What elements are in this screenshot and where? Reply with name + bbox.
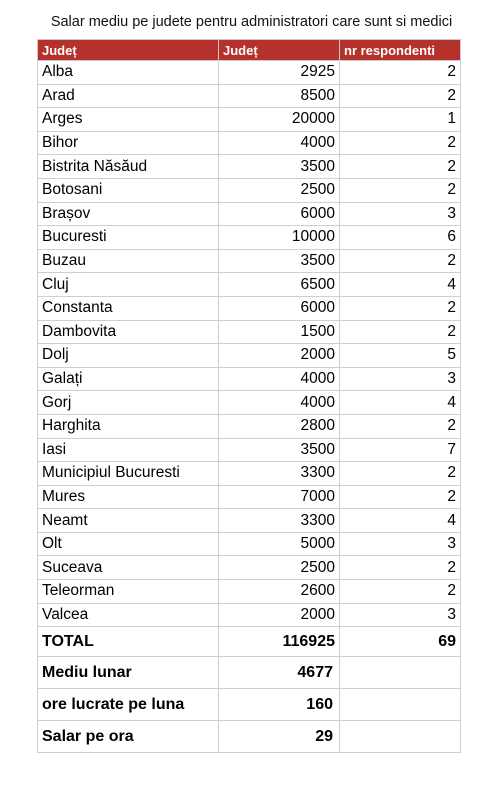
table-row (38, 391, 461, 415)
summary-label: Mediu lunar (38, 657, 219, 689)
respondents-cell: 3 (340, 367, 461, 391)
respondents-cell: 4 (340, 391, 461, 415)
header-county: Județ (38, 40, 219, 61)
table-row (38, 532, 461, 556)
respondents-cell: 2 (340, 556, 461, 580)
respondents-cell: 4 (340, 509, 461, 533)
salary-cell: 20000 (219, 108, 340, 132)
respondents-cell: 1 (340, 108, 461, 132)
summary-empty-cell (340, 721, 461, 753)
table-row (38, 485, 461, 509)
table-title: Salar mediu pe judete pentru administratori care sunt si medici (50, 14, 453, 30)
respondents-cell: 2 (340, 155, 461, 179)
respondents-cell: 2 (340, 61, 461, 85)
salary-cell: 6000 (219, 296, 340, 320)
salary-cell: 3300 (219, 462, 340, 486)
respondents-cell: 3 (340, 202, 461, 226)
salary-cell: 3500 (219, 438, 340, 462)
county-cell: Olt (38, 532, 219, 556)
summary-value: 29 (219, 721, 340, 753)
respondents-cell: 3 (340, 532, 461, 556)
county-cell: Suceava (38, 556, 219, 580)
table-row (38, 84, 461, 108)
respondents-cell: 6 (340, 226, 461, 250)
table-row (38, 509, 461, 533)
respondents-cell: 7 (340, 438, 461, 462)
table-row (38, 462, 461, 486)
summary-value: 4677 (219, 657, 340, 689)
table-row (38, 249, 461, 273)
respondents-cell: 2 (340, 84, 461, 108)
county-cell: Constanta (38, 296, 219, 320)
respondents-cell: 2 (340, 131, 461, 155)
county-cell: Gorj (38, 391, 219, 415)
summary-row (38, 721, 461, 753)
table-row (38, 367, 461, 391)
county-cell: Bucuresti (38, 226, 219, 250)
county-cell: Botosani (38, 178, 219, 202)
county-cell: Mures (38, 485, 219, 509)
summary-value: 160 (219, 689, 340, 721)
salary-cell: 3500 (219, 155, 340, 179)
table-body (38, 61, 461, 627)
salary-cell: 6000 (219, 202, 340, 226)
salary-cell: 2500 (219, 556, 340, 580)
total-sum: 116925 (219, 627, 340, 657)
county-cell: Brașov (38, 202, 219, 226)
header-respondents: nr respondenti (340, 40, 461, 61)
salary-cell: 4000 (219, 391, 340, 415)
salary-cell: 7000 (219, 485, 340, 509)
table-row (38, 320, 461, 344)
salary-cell: 2000 (219, 344, 340, 368)
respondents-cell: 2 (340, 462, 461, 486)
salary-cell: 2500 (219, 178, 340, 202)
table-row (38, 344, 461, 368)
county-cell: Cluj (38, 273, 219, 297)
county-cell: Iasi (38, 438, 219, 462)
respondents-cell: 2 (340, 414, 461, 438)
table-row (38, 226, 461, 250)
salary-cell: 3500 (219, 249, 340, 273)
salary-cell: 6500 (219, 273, 340, 297)
respondents-cell: 3 (340, 603, 461, 627)
salary-cell: 2925 (219, 61, 340, 85)
county-cell: Harghita (38, 414, 219, 438)
county-cell: Bistrita Năsăud (38, 155, 219, 179)
salary-table (37, 39, 461, 753)
county-cell: Dambovita (38, 320, 219, 344)
respondents-cell: 2 (340, 580, 461, 604)
respondents-cell: 2 (340, 485, 461, 509)
salary-cell: 1500 (219, 320, 340, 344)
county-cell: Neamt (38, 509, 219, 533)
total-label: TOTAL (38, 627, 219, 657)
county-cell: Arges (38, 108, 219, 132)
salary-cell: 5000 (219, 532, 340, 556)
summary-empty-cell (340, 689, 461, 721)
salary-cell: 4000 (219, 131, 340, 155)
salary-cell: 2000 (219, 603, 340, 627)
table-row (38, 603, 461, 627)
summary-row (38, 657, 461, 689)
table-row (38, 273, 461, 297)
county-cell: Galați (38, 367, 219, 391)
county-cell: Municipiul Bucuresti (38, 462, 219, 486)
table-row (38, 155, 461, 179)
table-row (38, 438, 461, 462)
table-row (38, 414, 461, 438)
county-cell: Valcea (38, 603, 219, 627)
county-cell: Buzau (38, 249, 219, 273)
salary-cell: 3300 (219, 509, 340, 533)
table-row (38, 296, 461, 320)
total-respondents: 69 (340, 627, 461, 657)
county-cell: Dolj (38, 344, 219, 368)
respondents-cell: 2 (340, 320, 461, 344)
county-cell: Teleorman (38, 580, 219, 604)
salary-cell: 4000 (219, 367, 340, 391)
summary-empty-cell (340, 657, 461, 689)
table-row (38, 131, 461, 155)
table-row (38, 61, 461, 85)
table-row (38, 580, 461, 604)
respondents-cell: 5 (340, 344, 461, 368)
respondents-cell: 2 (340, 249, 461, 273)
respondents-cell: 2 (340, 296, 461, 320)
respondents-cell: 4 (340, 273, 461, 297)
table-row (38, 178, 461, 202)
table-row (38, 202, 461, 226)
summary-label: ore lucrate pe luna (38, 689, 219, 721)
total-row (38, 627, 461, 657)
county-cell: Alba (38, 61, 219, 85)
table-row (38, 556, 461, 580)
summary-row (38, 689, 461, 721)
salary-cell: 2800 (219, 414, 340, 438)
county-cell: Arad (38, 84, 219, 108)
summary-label: Salar pe ora (38, 721, 219, 753)
respondents-cell: 2 (340, 178, 461, 202)
table-row (38, 108, 461, 132)
salary-cell: 8500 (219, 84, 340, 108)
salary-cell: 2600 (219, 580, 340, 604)
salary-cell: 10000 (219, 226, 340, 250)
header-row (38, 40, 461, 61)
county-cell: Bihor (38, 131, 219, 155)
header-salary: Județ (219, 40, 340, 61)
